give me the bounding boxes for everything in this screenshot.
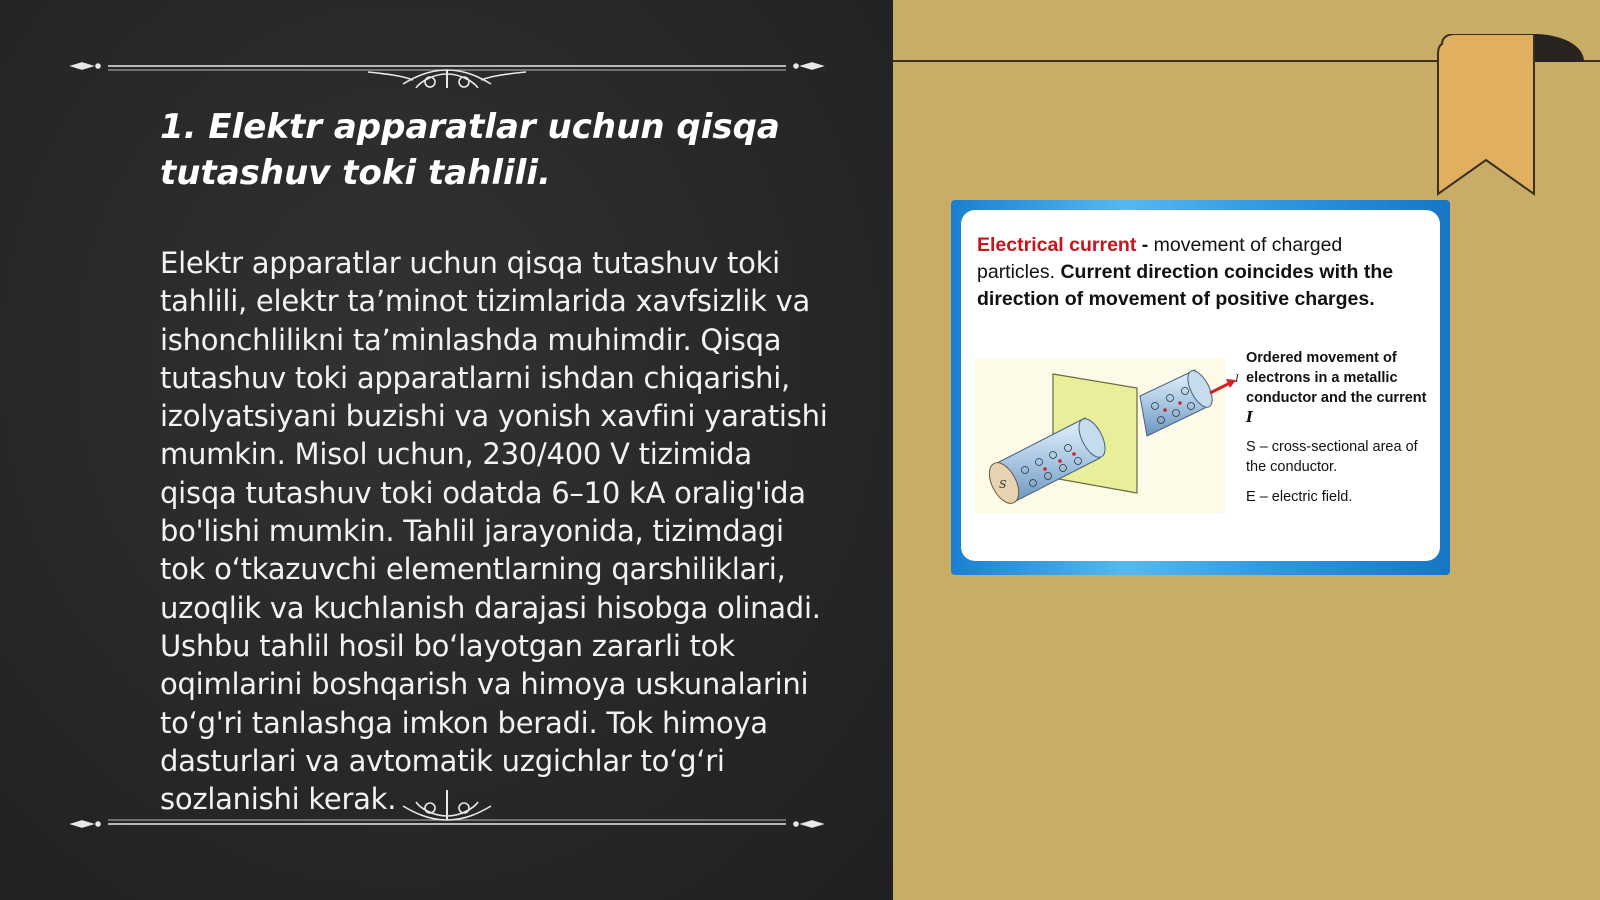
figure-definition: movement of charged particles. [977, 234, 1343, 283]
figure-dash: - [1136, 234, 1154, 256]
note-ordered-symbol: I [1246, 409, 1253, 426]
bottom-ornament-divider [68, 790, 826, 834]
conductor-illustration [975, 358, 1225, 513]
figure-term: Electrical current [977, 234, 1137, 256]
electrical-current-figure [951, 200, 1450, 575]
figure-notes [1246, 348, 1436, 517]
current-i-label: I [1235, 374, 1239, 385]
note-cross-section: S – cross-sectional area of the conductor. [1246, 439, 1418, 475]
note-ordered-text: Ordered movement of electrons in a metallic conductor and the current [1246, 350, 1427, 406]
figure-definition-text [977, 232, 1417, 313]
slide-title: 1. Elektr apparatlar uchun qisqa tutashuv toki tahlili. [160, 107, 780, 193]
current-direction-arrow-icon [1208, 373, 1244, 397]
bookmark-ribbon-icon [1434, 34, 1584, 202]
note-electric-field: E – electric field. [1246, 489, 1353, 505]
top-ornament-divider [68, 44, 826, 88]
slide-body-text: Elektr apparatlar uchun qisqa tutashuv toki tahlili, elektr ta’minot tizimlarida xavfsizlik va ishonchlilikni ta’minlashda muhimdir. Qisqa tutashuv toki apparatlarni ishdan chiqarishi, izolyatsiyani buzishi va yonish xavfini yaratishi mumkin. Misol uchun, 230/400 V tizimida qisqa tutashuv toki odatda 6–10 kA oralig'ida bo'lishi mumkin. Tahlil jarayonida, tizimdagi tok o‘tkazuvchi elementlarning qarshiliklari, uzoqlik va kuchlanish darajasi hisobga olinadi. Ushbu tahlil hosil bo‘layotgan zararli tok oqimlarini boshqarish va himoya uskunalarini to‘g'ri tanlashga imkon beradi. Tok himoya dasturlari va avtomatik uzgichlar to‘g‘ri sozlanishi kerak. [160, 246, 828, 817]
figure-direction-text: Current direction coincides with the direction of movement of positive charges. [977, 261, 1394, 310]
figure-card [961, 210, 1440, 561]
note-ordered-movement [1246, 348, 1436, 428]
cylinder-s-label: S [999, 478, 1007, 491]
